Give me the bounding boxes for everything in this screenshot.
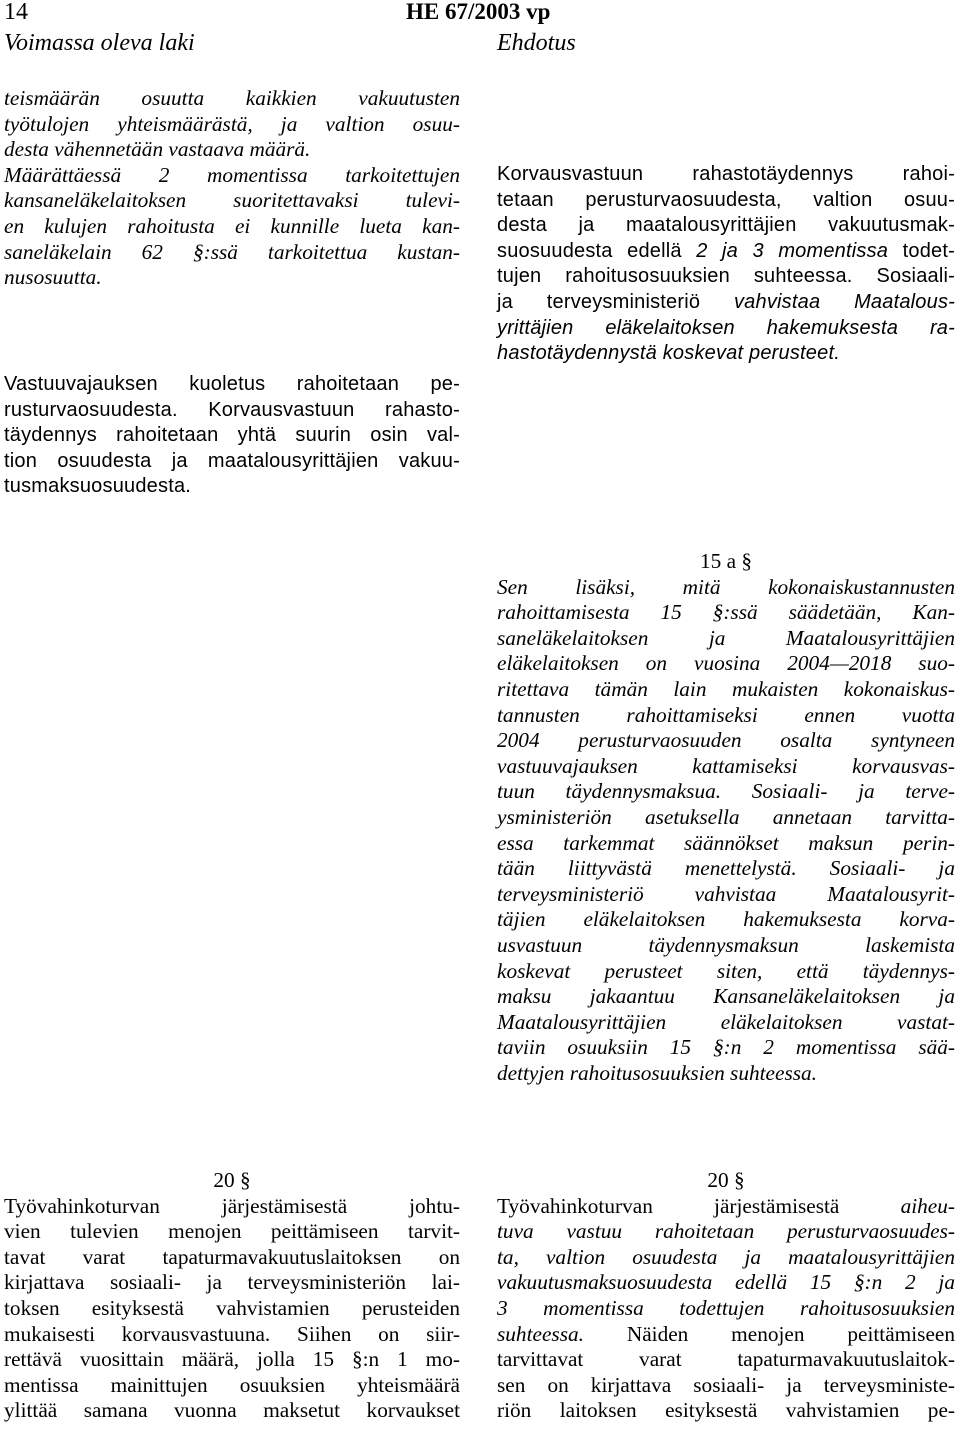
text-line — [497, 575, 955, 601]
text-segment: tetaan perusturvaosuudesta, valtion osuu- — [497, 188, 955, 211]
text-line — [497, 188, 955, 214]
text-segment: täjien eläkelaitoksen hakemuksesta korva- — [497, 907, 955, 932]
text-line: ylittää samana vuonna maksetut korvaukset — [4, 1398, 460, 1423]
text-line: täydennys rahoitetaan yhtä suurin osin val- — [4, 424, 460, 447]
text-line — [497, 626, 955, 652]
text-segment: suosuudesta edellä — [497, 239, 697, 262]
text-line — [497, 1373, 955, 1399]
text-segment: hastotäydennystä koskevat perusteet. — [497, 342, 840, 365]
text-segment: ysministeriön asetuksella annetaan tarvitta- — [497, 804, 955, 829]
text-segment: tuun täydennysmaksua. Sosiaali- ja terve- — [497, 779, 955, 804]
text-line — [497, 239, 955, 265]
text-line: teismäärän osuutta kaikkien vakuutusten — [4, 86, 460, 110]
section-heading: 20 § — [213, 1168, 251, 1192]
text-line: mukaisesti korvausvastuuna. Siihen on siir- — [4, 1321, 460, 1346]
text-segment: riön laitoksen esityksestä vahvistamien pe- — [497, 1398, 955, 1423]
left-section-20 — [4, 1168, 460, 1424]
text-line — [497, 882, 955, 908]
text-line: mentissa mainittujen osuuksien yhteismäärä — [4, 1372, 460, 1397]
text-segment: dettyjen rahoitusosuuksien suhteessa. — [497, 1060, 818, 1085]
right-column-title: Ehdotus — [497, 30, 576, 56]
text-segment: sen on kirjattava sosiaali- ja terveysministe- — [497, 1372, 955, 1397]
text-line — [497, 213, 955, 239]
text-line — [497, 600, 955, 626]
text-segment: Sen lisäksi, mitä kokonaiskustannusten — [497, 574, 955, 599]
text-segment: Maatalousyrittäjien eläkelaitoksen vastat- — [497, 1009, 955, 1034]
text-line — [497, 703, 955, 729]
text-line — [497, 264, 955, 290]
document-id: HE 67/2003 vp — [406, 0, 551, 24]
text-line — [497, 779, 955, 805]
text-line — [497, 1245, 955, 1271]
text-segment: ta, valtion osuudesta ja maatalousyrittäjien — [497, 1244, 955, 1269]
text-line — [497, 651, 955, 677]
section-heading: 15 a § — [699, 549, 753, 573]
right-reserve-paragraph — [497, 162, 955, 367]
left-top-paragraph-current — [4, 86, 460, 291]
text-line — [497, 805, 955, 831]
text-line — [497, 728, 955, 754]
text-line — [497, 1194, 955, 1220]
text-line — [497, 290, 955, 316]
left-column-title: Voimassa oleva laki — [4, 30, 195, 56]
text-line: vien tulevien menojen peittämiseen tarvit- — [4, 1219, 460, 1244]
text-segment: maksu jakaantuu Kansaneläkelaitoksen ja — [497, 984, 955, 1009]
text-segment: essa tarkemmat säännökset maksun perin- — [497, 830, 955, 855]
text-line: en kulujen rahoitusta ei kunnille lueta kan- — [4, 213, 460, 238]
text-line — [497, 1061, 955, 1087]
text-line: tavat varat tapaturmavakuutuslaitoksen on — [4, 1244, 460, 1269]
page-number: 14 — [4, 0, 28, 25]
text-segment: todet- — [888, 239, 955, 262]
text-line: kansaneläkelaitoksen suoritettavaksi tulevi- — [4, 188, 460, 213]
text-line — [497, 1322, 955, 1348]
text-line: toksen esityksestä vahvistamien perusteiden — [4, 1295, 460, 1320]
text-line — [497, 959, 955, 985]
text-line: desta vähennetään vastaava määrä. — [4, 137, 311, 162]
text-segment: 2 ja 3 momentissa — [696, 239, 889, 262]
text-segment: tarvittavat varat tapaturmavakuutuslaitok- — [497, 1347, 955, 1372]
text-line: rettävä vuosittain määrä, jolla 15 §:n 1 mo- — [4, 1347, 460, 1372]
text-segment: vahvistaa Maatalous- — [733, 290, 955, 313]
text-line: saneläkelain 62 §:ssä tarkoitettua kustan- — [4, 239, 460, 264]
text-line — [497, 984, 955, 1010]
text-segment: vastuuvajauksen kattamiseksi korvausvas- — [497, 753, 955, 778]
section-15a — [497, 549, 955, 1086]
text-line — [497, 1398, 955, 1424]
text-segment: Korvausvastuun rahastotäydennys rahoi- — [497, 163, 955, 185]
text-segment: taviin osuuksiin 15 §:n 2 momentissa sää- — [497, 1035, 955, 1060]
text-line: nusosuutta. — [4, 265, 102, 290]
text-segment: koskevat perusteet siten, että täydennys- — [497, 958, 955, 983]
text-line — [497, 1270, 955, 1296]
text-line: rusturvaosuudesta. Korvausvastuun rahasto- — [4, 398, 460, 421]
text-segment: ritettava tämän lain mukaisten kokonaiskus- — [497, 676, 955, 701]
text-segment: tannusten rahoittamiseksi ennen vuotta — [497, 702, 955, 727]
text-segment: tujen rahoitusosuuksien suhteessa. Sosiaali- — [497, 265, 955, 288]
text-line — [497, 831, 955, 857]
text-segment: desta ja maatalousyrittäjien vakuutusmak- — [497, 214, 955, 237]
text-segment: eläkelaitoksen on vuosina 2004—2018 suo- — [497, 651, 955, 676]
text-segment: ja terveysministeriö — [497, 290, 734, 313]
text-segment: saneläkelaitoksen ja Maatalousyrittäjien — [497, 625, 955, 650]
right-section-20 — [497, 1168, 955, 1424]
text-segment: Työvahinkoturvan järjestämisestä — [497, 1193, 901, 1218]
text-line — [497, 856, 955, 882]
text-line — [497, 1010, 955, 1036]
text-segment: 2004 perusturvaosuuden osalta syntyneen — [497, 728, 955, 753]
text-segment: tuva vastuu rahoitetaan perusturvaosuudes- — [497, 1219, 955, 1244]
left-amortization-paragraph — [4, 372, 460, 500]
text-segment: usvastuun täydennysmaksun laskemista — [497, 932, 955, 957]
text-line: Määrättäessä 2 momentissa tarkoitettujen — [4, 162, 460, 187]
text-line — [497, 1347, 955, 1373]
text-line — [497, 316, 955, 342]
text-line — [497, 907, 955, 933]
text-segment: 3 momentissa todettujen rahoitusosuuksien — [497, 1295, 955, 1320]
section-heading: 20 § — [707, 1168, 745, 1192]
text-line — [497, 1219, 955, 1245]
text-line: kirjattava sosiaali- ja terveysministeriön lai- — [4, 1270, 460, 1295]
text-segment: yrittäjien eläkelaitoksen hakemuksesta ra- — [497, 316, 955, 339]
text-line: tion osuudesta ja maatalousyrittäjien vakuu- — [4, 449, 460, 472]
text-line — [497, 162, 955, 188]
text-line — [497, 754, 955, 780]
text-line: Työvahinkoturvan järjestämisestä johtu- — [4, 1193, 460, 1218]
text-segment: vakuutusmaksuosuudesta edellä 15 §:n 2 ja — [497, 1270, 955, 1295]
text-line: työtulojen yhteismäärästä, ja valtion osuu- — [4, 111, 460, 136]
text-line — [497, 933, 955, 959]
text-segment: terveysministeriö vahvistaa Maatalousyrit- — [497, 881, 955, 906]
text-line — [497, 1296, 955, 1322]
text-line — [497, 341, 955, 367]
text-line — [497, 1035, 955, 1061]
text-segment: suhteessa. — [497, 1321, 584, 1346]
text-line: Vastuuvajauksen kuoletus rahoitetaan pe- — [4, 373, 460, 395]
text-line — [497, 677, 955, 703]
text-line: tusmaksuosuudesta. — [4, 475, 192, 498]
text-segment: rahoittamisesta 15 §:ssä säädetään, Kan- — [497, 600, 955, 625]
text-segment: aiheu- — [900, 1193, 955, 1218]
text-segment: Näiden menojen peittämiseen — [583, 1321, 955, 1346]
text-segment: tään liittyvästä menettelystä. Sosiaali- ja — [497, 856, 955, 881]
